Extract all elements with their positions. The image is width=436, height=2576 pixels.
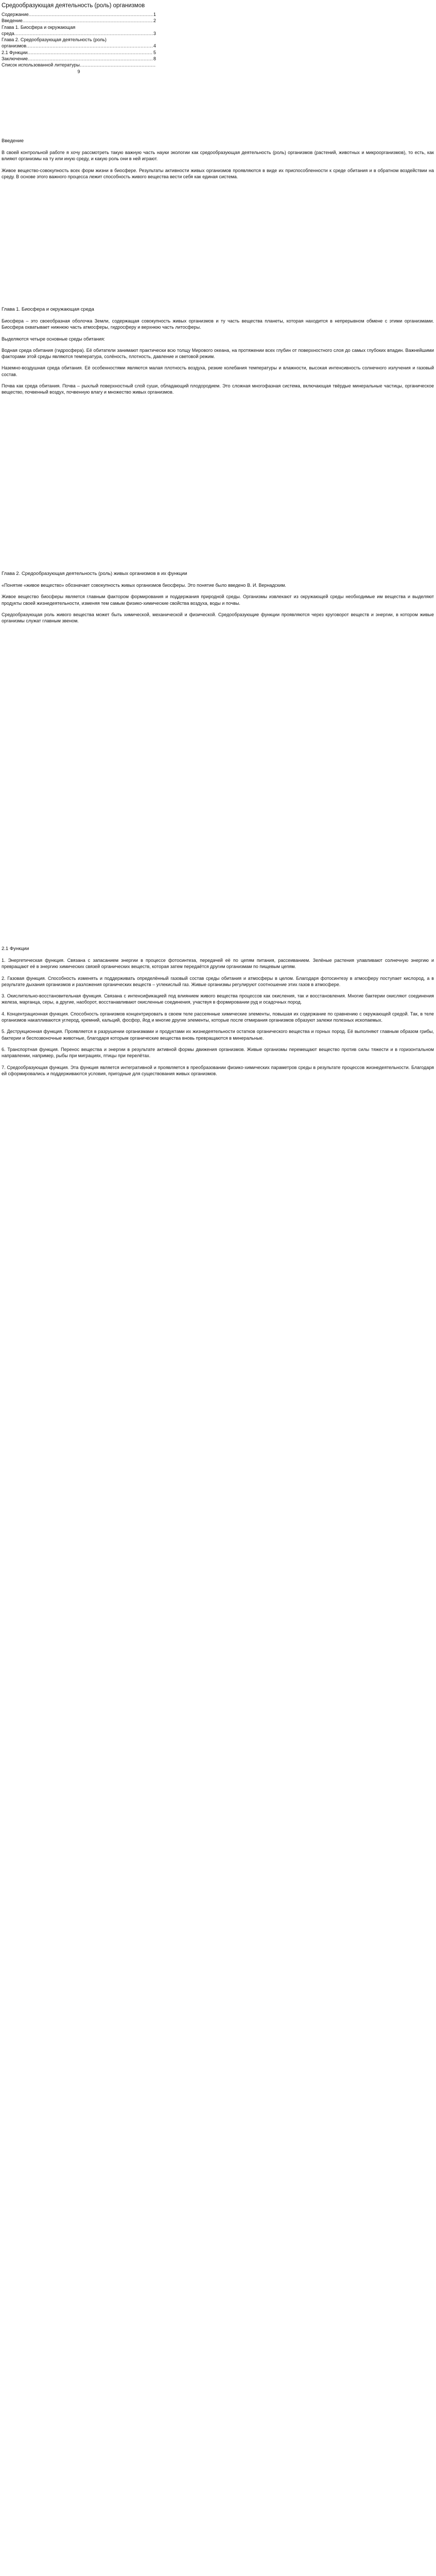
paragraph: Живое вещество биосферы является главным фактором формирования и поддержания природной среды. Организмы извлекают из окружающей среды необходимые им вещества и выделяют продукты своей жизнедеятельности, изменяя тем самым физико-химические свойства воздуха, воды и почвы.	[2, 594, 434, 606]
toc-item-ch1-line1: Глава 1. Биосфера и окружающая	[2, 24, 76, 30]
toc-item-conclusion: Заключение ..... 8	[2, 56, 156, 62]
list-item: 2. Газовая функция. Способность изменять и поддерживать определённый газовый состав среды обитания и атмосферы в целом. Благодаря фотосинтезу в атмосферу поступает кислород, а в результате дыхания организмов и разложения органических веществ – углекислый газ. Живые организмы регулируют соотношение этих газов в атмосфере.	[2, 975, 434, 987]
section-heading: 2.1 Функции	[2, 946, 29, 952]
paragraph: Живое вещество-совокупность всех форм жизни в биосфере. Результаты активности живых организмов проявляются в виде их приспособленности к среде обитания и в обратном воздействии на среду. В основе этого важного процесса лежит способность живого вещества вести себя как единая система.	[2, 167, 434, 179]
toc-item-ch1-line2: среда ..... 3	[2, 30, 156, 37]
paragraph: «Понятие «живое вещество» обозначает совокупность живых организмов биосферы. Это понятие было введено В. И. Вернадским.	[2, 583, 286, 588]
functions-list	[2, 957, 434, 1077]
toc-item-s21: 2.1 Функции ..... 5	[2, 49, 156, 56]
section-chapter-2	[2, 571, 434, 629]
toc-item-ch2-line2: организмов ..... 4	[2, 43, 156, 49]
document-title: Средообразующая деятельность (роль) организмов	[2, 3, 145, 9]
list-item: 1. Энергетическая функция. Связана с запасанием энергии в процессе фотосинтеза, передачей её по цепям питания, рассеиванием. Зелёные растения улавливают солнечную энергию и превращают её в энергию химических связей органических веществ, которая затем передаётся другим организмам по пищевым цепям.	[2, 958, 434, 970]
list-item: 6. Транспортная функция. Перенос вещества и энергии в результате активной формы движения организмов. Живые организмы перемещают вещество против силы тяжести и в горизонтальном направлении, например, рыбы при миграциях, птицы при перелётах.	[2, 1046, 434, 1059]
paragraph: Средообразующая роль живого вещества может быть химической, механической и физической. Средообразующие функции проявляются через круговорот веществ и энергии, в котором живые организмы служат главным звеном.	[2, 612, 434, 624]
section-heading: Глава 1. Биосфера и окружающая среда	[2, 307, 94, 312]
list-item: 7. Средообразующая функция. Эта функция является интегративной и проявляется в преобразовании физико-химических параметров среды в результате процессов жизнедеятельности. Благодаря ей сформировались и поддерживаются условия, пригодные для существования живых организмов.	[2, 1064, 434, 1076]
section-chapter-1	[2, 307, 434, 401]
toc-item-refs: Список использованной литературы .....	[2, 62, 156, 68]
list-item: 5. Деструкционная функция. Проявляется в разрушении организмами и продуктами их жизнедеятельности остатков органического вещества и горных пород. Её выполняют главным образом грибы, бактерии и беспозвоночные животные, благодаря которым органические вещества вновь превращаются в минеральные.	[2, 1029, 434, 1041]
paragraph: Выделяются четыре основные среды обитания:	[2, 336, 105, 342]
section-introduction	[2, 138, 434, 185]
toc-item-refs-page: 9	[77, 69, 80, 74]
paragraph: Почва как среда обитания. Почва – рыхлый поверхностный слой суши, обладающий плодородием. Это сложная многофазная система, включающая твёрдые минеральные частицы, органическое вещество, почвенный воздух, почвенную влагу и множество живых организмов.	[2, 383, 434, 395]
paragraph: В своей контрольной работе я хочу рассмотреть такую важную часть науки экологии как средообразующая деятельность (роль) организмов (растений, животных и микроорганизмов), то есть, как влияют организмы на ту или иную среду, и какую роль они в ней играют.	[2, 150, 434, 162]
paragraph: Биосфера – это своеобразная оболочка Земли, содержащая совокупность живых организмов и ту часть вещества планеты, которая находится в непрерывном обмене с этими организмами. Биосфера охватывает нижнюю часть атмосферы, гидросферу и верхнюю часть литосферы.	[2, 318, 434, 330]
section-heading: Введение	[2, 138, 24, 144]
list-item: 4. Концентрационная функция. Способность организмов концентрировать в своем теле рассеянные химические элементы, повышая их содержание по сравнению с окружающей средой. Так, в теле организмов накапливаются углерод, кремний, кальций, фосфор, йод и многие другие элементы, которые после отмирания организмов образуют залежи полезных ископаемых.	[2, 1011, 434, 1023]
list-item: 3. Окислительно-восстановительная функция. Связана с интенсификацией под влиянием живого вещества процессов как окисления, так и восстановления. Многие бактерии окисляют соединения железа, марганца, серы, а другие, наоборот, восстанавливают окисленные соединения, участвуя в формировании руд и осадочных пород.	[2, 993, 434, 1005]
table-of-contents	[2, 11, 156, 75]
section-functions	[2, 946, 434, 1082]
toc-item-intro: Введение ..... 2	[2, 18, 156, 24]
paragraph: Наземно-воздушная среда обитания. Её особенностями являются малая плотность воздуха, резкие колебания температуры и влажности, высокая интенсивность солнечного излучения и газовый состав.	[2, 365, 434, 377]
paragraph: Водная среда обитания (гидросфера). Её обитатели занимают практически всю толщу Мирового океана, на протяжении всех глубин от поверхностного слоя до самых глубоких впадин. Важнейшими факторами этой среды являются температура, солёность, плотность, давление и световой режим.	[2, 347, 434, 360]
toc-item-ch2-line1: Глава 2. Средообразующая деятельность (роль)	[2, 37, 107, 43]
toc-heading: Содержание ..... 1	[2, 11, 156, 18]
section-heading: Глава 2. Средообразующая деятельность (роль) живых организмов в их функции	[2, 571, 187, 577]
